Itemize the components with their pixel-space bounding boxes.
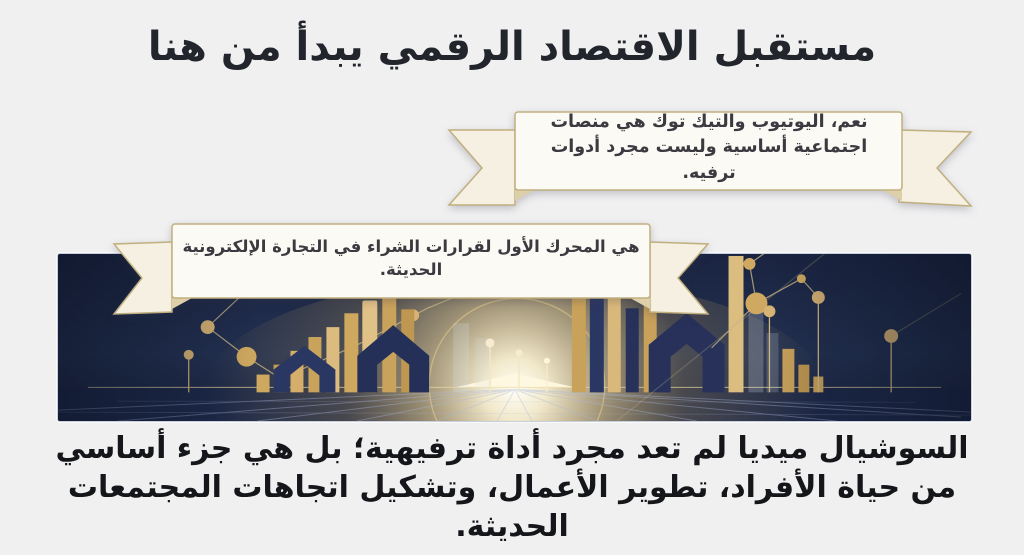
footer-statement: السوشيال ميديا لم تعد مجرد أداة ترفيهية؛ بل هي جزء أساسي من حياة الأفراد، تطوير الأعمال، وتشكيل اتجاهات المجتمعات الحديثة. bbox=[55, 431, 969, 544]
ribbon-tail-right bbox=[899, 130, 971, 206]
ribbon-second-text: هي المحرك الأول لقرارات الشراء في التجارة الإلكترونية الحديثة. bbox=[182, 236, 640, 279]
ribbon-fold bbox=[630, 298, 650, 309]
ribbon-fold bbox=[172, 298, 192, 309]
ribbon-top-text: نعم، اليوتيوب والتيك توك هي منصات اجتماعية أساسية وليست مجرد أدوات ترفيه. bbox=[550, 111, 868, 183]
ribbon-fold bbox=[515, 190, 535, 201]
ribbon-banner-top bbox=[447, 102, 973, 214]
ribbon-banner-second bbox=[110, 216, 712, 322]
ribbon-tail-right bbox=[650, 242, 708, 314]
page-title: مستقبل الاقتصاد الرقمي يبدأ من هنا bbox=[147, 24, 877, 70]
ribbon-tail-left bbox=[114, 242, 172, 314]
ribbon-tail-left bbox=[449, 130, 515, 205]
